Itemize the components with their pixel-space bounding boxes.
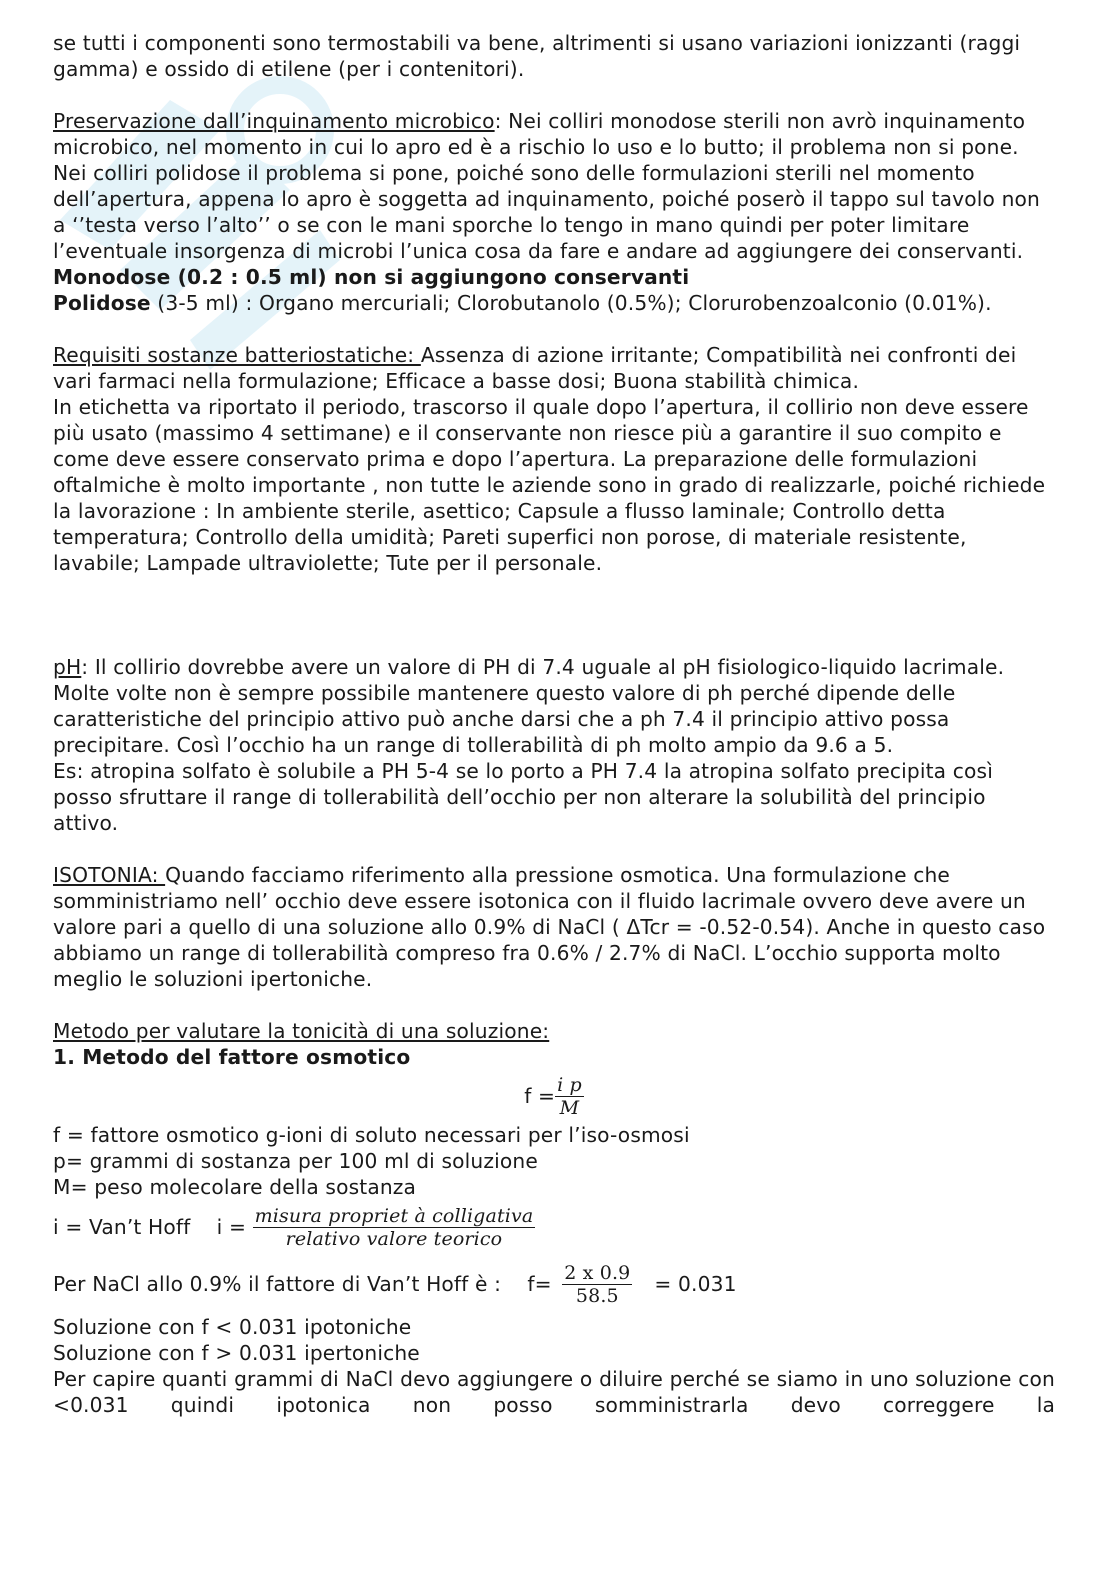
etichetta-paragraph: In etichetta va riportato il periodo, trascorso il quale dopo l’apertura, il collirio non deve essere più usato (massimo 4 settimane) e il conservante non riesce più a garantire il suo compito e come deve essere conservato prima e dopo l’apertura. La preparazione delle formulazioni oftalmiche è molto importante , non tutte le aziende sono in grado di realizzarle, poiché richiede la lavorazione : In ambiente sterile, asettico; Capsule a flusso laminale; Controllo detta temperatura; Controllo della umidità; Pareti superfici non porose, di materiale resistente, lavabile; Lampade ultraviolette; Tute per il personale.: [53, 395, 1046, 575]
nacl-denominator: 58.5: [575, 1284, 619, 1307]
intro-paragraph: se tutti i componenti sono termostabili va bene, altrimenti si usano variazioni ionizzanti (raggi gamma) e ossido di etilene (per i contenitori).: [53, 31, 1021, 81]
closing-paragraph: Per capire quanti grammi di NaCl devo aggiungere o diluire perché se siamo in uno soluzione con <0.031 quindi ipotonica non posso somministrarla devo correggere la: [53, 1367, 1055, 1417]
requisiti-heading: Requisiti sostanze batteriostatiche:: [53, 343, 421, 367]
vant-hoff-label: i = Van’t Hoff i =: [53, 1215, 253, 1239]
vant-hoff-numerator: misura propriet à colligativa: [254, 1204, 534, 1227]
nacl-numerator: 2 x 0.9: [564, 1261, 631, 1284]
ph-heading: pH: [53, 655, 82, 679]
ipotoniche-line: Soluzione con f < 0.031 ipotoniche: [53, 1315, 412, 1339]
definition-p: p= grammi di sostanza per 100 ml di soluzione: [53, 1149, 538, 1173]
nacl-label: Per NaCl allo 0.9% il fattore di Van’t Hoff è : f=: [53, 1272, 559, 1296]
ipertoniche-line: Soluzione con f > 0.031 ipertoniche: [53, 1341, 420, 1365]
definition-m: M= peso molecolare della sostanza: [53, 1175, 417, 1199]
isotonia-body: Quando facciamo riferimento alla pressione osmotica. Una formulazione che somministriamo nell’ occhio deve essere isotonica con il fluido lacrimale ovvero deve avere un valore pari a quello di una soluzione allo 0.9% di NaCl ( ΔTcr = -0.52-0.54). Anche in questo caso abbiamo un range di tollerabilità compreso fra 0.6% / 2.7% di NaCl. L’occhio supporta molto meglio le soluzioni ipertoniche.: [53, 863, 1046, 991]
preservazione-paragraph: [53, 108, 1055, 290]
ph-paragraph: [53, 654, 1055, 758]
monodose-bold: Monodose (0.2 : 0.5 ml) non si aggiungono conservanti: [53, 265, 690, 289]
document-page: [53, 30, 1055, 1418]
requisiti-body: Assenza di azione irritante; Compatibilità nei confronti dei vari farmaci nella formulazione; Efficace a basse dosi; Buona stabilità chimica.: [53, 343, 1017, 393]
formula-f-numerator: i p: [557, 1073, 582, 1096]
preservazione-body: : Nei colliri monodose sterili non avrò inquinamento microbico, nel momento in cui lo apro ed è a rischio lo uso e lo butto; il problema non si pone. Nei colliri polidose il problema si pone, poiché sono delle formulazioni sterili nel momento dell’apertura, appena lo apro è soggetta ad inquinamento, poiché poserò il tappo sul tavolo non a ‘’testa verso l’alto’’ o se con le mani sporche lo tengo in mano quindi per poter limitare l’eventuale insorgenza di microbi l’unica cosa da fare e andare ad aggiungere dei conservanti.: [53, 109, 1040, 263]
formula-vant-hoff: [53, 1200, 1055, 1254]
nacl-result: = 0.031: [654, 1272, 737, 1296]
metodo-heading: Metodo per valutare la tonicità di una soluzione:: [53, 1019, 550, 1043]
vant-hoff-denominator: relativo valore teorico: [285, 1227, 503, 1250]
polidose-label: Polidose: [53, 291, 151, 315]
isotonia-heading: ISOTONIA:: [53, 863, 166, 887]
isotonia-paragraph: [53, 862, 1055, 992]
polidose-text: (3-5 ml) : Organo mercuriali; Clorobutanolo (0.5%); Clorurobenzoalconio (0.01%).: [150, 291, 992, 315]
formula-f-fraction: [555, 1074, 584, 1119]
ph-example: Es: atropina solfato è solubile a PH 5-4 se lo porto a PH 7.4 la atropina solfato precipita così posso sfruttare il range di tollerabilità dell’occhio per non alterare la solubilità del principio attivo.: [53, 759, 993, 835]
formula-f-denominator: M: [559, 1096, 580, 1119]
formula-nacl: [53, 1254, 1055, 1314]
vant-hoff-fraction: [253, 1205, 536, 1250]
definition-f: f = fattore osmotico g-ioni di soluto necessari per l’iso-osmosi: [53, 1123, 690, 1147]
polidose-paragraph: [53, 290, 1055, 316]
preservazione-heading: Preservazione dall’inquinamento microbico: [53, 109, 495, 133]
nacl-fraction: [562, 1262, 632, 1307]
metodo-subheading: 1. Metodo del fattore osmotico: [53, 1045, 411, 1069]
requisiti-paragraph: [53, 342, 1055, 394]
ph-body: : Il collirio dovrebbe avere un valore di PH di 7.4 uguale al pH fisiologico-liquido lacrimale. Molte volte non è sempre possibile mantenere questo valore di ph perché dipende delle caratteristiche del principio attivo può anche darsi che a ph 7.4 il principio attivo possa precipitare. Così l’occhio ha un range di tollerabilità di ph molto ampio da 9.6 a 5.: [53, 655, 1005, 757]
formula-f-lhs: f =: [524, 1084, 556, 1108]
formula-f: [53, 1070, 1055, 1122]
